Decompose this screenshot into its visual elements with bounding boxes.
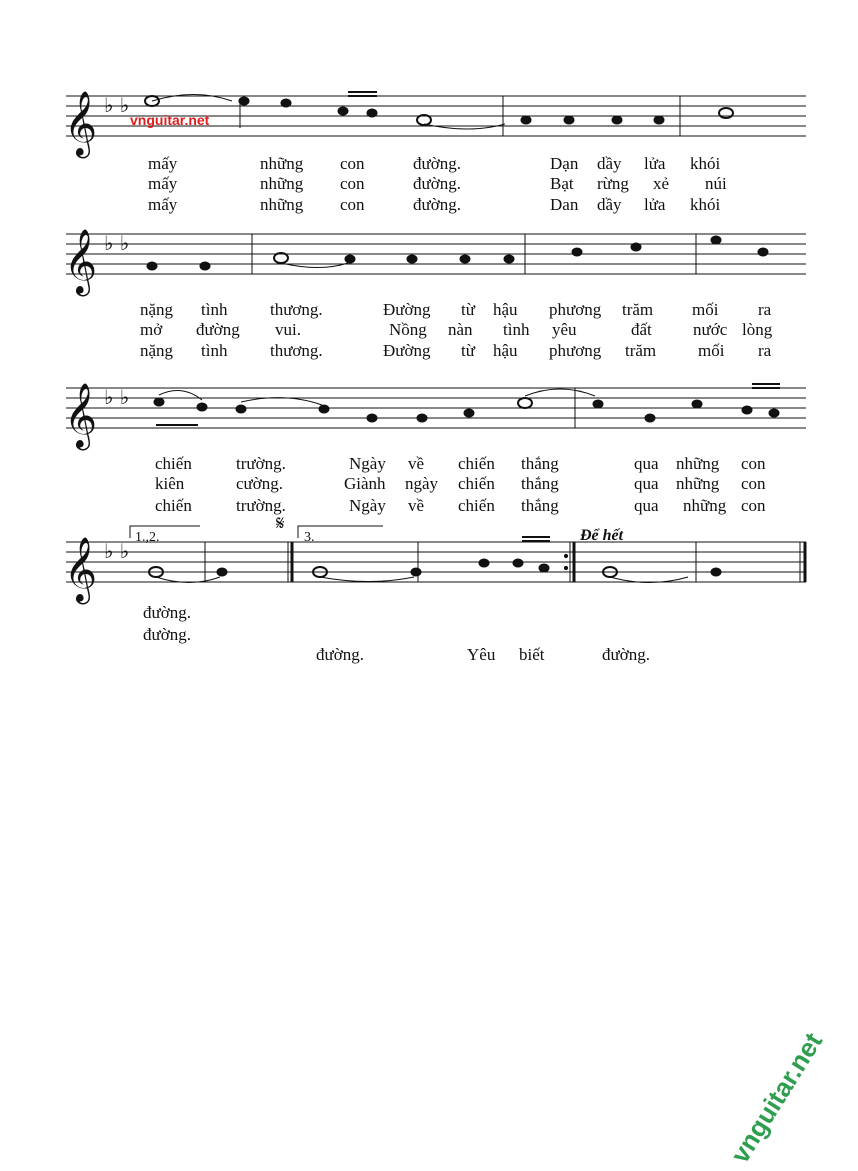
lyric: đường. (143, 603, 191, 622)
lyric: đường (196, 320, 240, 339)
volta-1-label: 1.,2. (135, 530, 160, 545)
lyric: con (741, 496, 766, 515)
lyric: thương. (270, 341, 323, 360)
lyric: vui. (275, 320, 301, 339)
lyric: con (340, 174, 365, 193)
lyrics-system-4 (143, 603, 650, 664)
lyric: khói (690, 154, 721, 173)
lyric: con (741, 474, 766, 493)
lyric: biết (519, 645, 545, 664)
lyric: núi (705, 174, 727, 193)
lyric: Dạn (550, 154, 579, 173)
lyric: phương (549, 341, 602, 360)
lyric: cường. (236, 474, 283, 493)
volta-3-label: 3. (304, 530, 315, 545)
lyric: lửa (644, 154, 666, 173)
lyric: dầy (597, 195, 622, 214)
lyric: từ (461, 300, 475, 319)
lyric: đường. (143, 625, 191, 644)
lyric: những (676, 454, 720, 473)
lyric: thương. (270, 300, 323, 319)
lyrics-system-2 (140, 300, 773, 360)
lyric: chiến (155, 454, 192, 473)
notes-system-4 (149, 537, 721, 583)
lyric: tình (201, 300, 228, 319)
lyric: Đường (383, 300, 431, 319)
lyric: Ngày (349, 496, 386, 515)
treble-clef: 𝄞 (64, 383, 98, 448)
lyric: ra (758, 341, 772, 360)
lyrics-system-3 (155, 454, 766, 515)
lyric: đường. (602, 645, 650, 664)
lyric: kiên (155, 474, 185, 493)
lyric: mở (140, 320, 163, 339)
segno-icon: 𝄋 (276, 511, 285, 535)
lyric: Bạt (550, 174, 574, 193)
lyric: Giành (344, 474, 386, 493)
lyric: con (340, 195, 365, 214)
lyric: chiến (155, 496, 192, 515)
key-signature-flats: ♭ ♭ (104, 539, 130, 563)
lyric: mối (698, 341, 725, 360)
lyric: từ (461, 341, 475, 360)
lyric: qua (634, 474, 659, 493)
lyric: Yêu (467, 645, 496, 664)
lyric: những (683, 496, 727, 515)
notes-system-1 (145, 92, 733, 129)
lyric: đường. (413, 195, 461, 214)
lyric: mấy (148, 154, 178, 173)
lyric: phương (549, 300, 602, 319)
watermark-corner: vnguitar.net (724, 1027, 829, 1169)
lyric: Đường (383, 341, 431, 360)
staff-system-4 (66, 542, 806, 582)
lyric: tình (201, 341, 228, 360)
lyric: chiến (458, 474, 495, 493)
lyric: thắng (521, 474, 559, 493)
lyric: yêu (552, 320, 577, 339)
notes-system-3 (154, 384, 780, 425)
lyric: Ngày (349, 454, 386, 473)
staff-system-2 (66, 234, 806, 274)
lyric: con (340, 154, 365, 173)
lyric: chiến (458, 454, 495, 473)
lyric: trường. (236, 454, 286, 473)
treble-clef: 𝄞 (64, 537, 98, 602)
lyric: mối (692, 300, 719, 319)
lyric: chiến (458, 496, 495, 515)
lyric: những (260, 174, 304, 193)
lyric: hậu (493, 300, 518, 319)
lyric: ra (758, 300, 772, 319)
lyric: nặng (140, 300, 174, 319)
lyric: về (408, 496, 425, 515)
lyric: nước (693, 320, 728, 339)
key-signature-flats: ♭ ♭ (104, 93, 130, 117)
lyric: Nồng (389, 320, 427, 339)
lyric: ngày (405, 474, 439, 493)
lyric: những (260, 195, 304, 214)
lyric: những (676, 474, 720, 493)
lyric: qua (634, 454, 659, 473)
lyric: lửa (644, 195, 666, 214)
lyric: dầy (597, 154, 622, 173)
lyric: thắng (521, 454, 559, 473)
key-signature-flats: ♭ ♭ (104, 385, 130, 409)
lyric: con (741, 454, 766, 473)
lyric: đường. (413, 174, 461, 193)
lyric: thắng (521, 496, 559, 515)
notes-system-2 (147, 236, 768, 270)
lyric: nặng (140, 341, 174, 360)
lyric: đường. (413, 154, 461, 173)
lyric: hậu (493, 341, 518, 360)
ending-label: Để hết (580, 527, 624, 544)
lyric: trường. (236, 496, 286, 515)
watermark-top: vnguitar.net (130, 112, 210, 128)
treble-clef: 𝄞 (64, 91, 98, 156)
lyric: trăm (622, 300, 654, 319)
lyric: xẻ (653, 174, 670, 193)
lyric: về (408, 454, 425, 473)
lyric: đất (631, 320, 652, 339)
lyric: những (260, 154, 304, 173)
key-signature-flats: ♭ ♭ (104, 231, 130, 255)
lyric: lòng (742, 320, 773, 339)
lyric: qua (634, 496, 659, 515)
treble-clef: 𝄞 (64, 229, 98, 294)
lyric: mấy (148, 195, 178, 214)
lyric: tình (503, 320, 530, 339)
lyric: nàn (448, 320, 473, 339)
lyric: trăm (625, 341, 657, 360)
lyric: khói (690, 195, 721, 214)
lyric: Dan (550, 195, 579, 214)
lyric: đường. (316, 645, 364, 664)
lyric: mấy (148, 174, 178, 193)
lyric: rừng (597, 174, 629, 193)
lyrics-system-1 (148, 154, 727, 214)
